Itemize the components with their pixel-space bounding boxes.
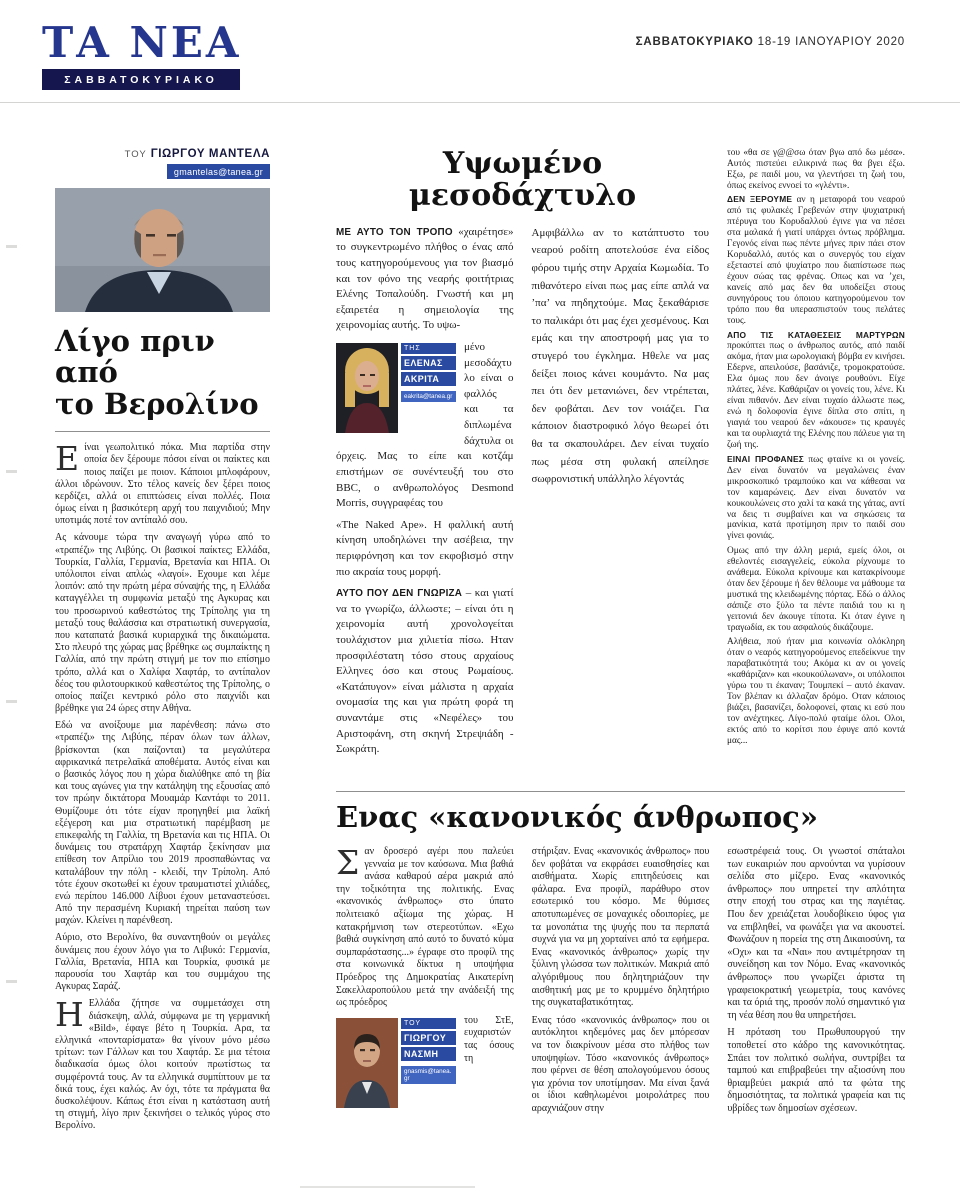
author-photo-mantelas [55,188,270,312]
paragraph [727,195,905,327]
paragraph-text: Αμφιβάλλω αν το κατάπτυστο του νεαρού ροδίτη αποτελούσε ένα είδος φόρου τιμής στην Αρχαία Κωμωδία. Το πιθανότερο είναι πως μας είπε απλά να ’πα’ να πηδηχτούμε. Μας ξεκαθάρισε το παλικάρι ότι μας έχει χεσμένους. Και εμάς και την αποστροφή μας για το στυγερό του έγκλημα. Ηθελε να μας δείξει ποιος κάνει κουμάντο. Να μας πει ότι δεν μετανιώνει, δεν ντρέπεται, δεν φοβάται. Δεν τον νοιάζει. Για κάποιον διαστροφικό λόγο θεωρεί ότι θα τα σκαπουλάρει. Δεν είναι τυχαίο πως μέσα στη φυλακή απείλησε σωφρονιστική υπάλληλο λέγοντάς [531,226,709,486]
dateline-edition: ΣΑΒΒΑΤΟΚΥΡΙΑΚΟ [635,36,754,48]
author-name [55,148,270,160]
title-line-2: το Βερολίνο [55,387,259,422]
paragraph-lead: ΜΕ ΑΥΤΟ ΤΟΝ ΤΡΟΠΟ [336,226,453,238]
paragraph-text: Η πρόταση του Πρωθυπουργού την τοποθετεί στο κάδρο της κανονικότητας. Σπάει τον πολιτικό σωλήνα, συντρίβει τα ταμπού και επιβραβεύει την αξιοσύνη που θριαμβεύει μακριά από τα φώτα της δημοσιότητας, τα πολιτικά γραφεία και τις υβρίδες των δημοσίων σχέσεων. [727,1027,905,1114]
author-photo-nasmis [336,1018,398,1108]
column-3 [727,846,905,1168]
article-berlin-body [55,439,270,1132]
paragraph [336,518,514,580]
paragraph-text: ίναι γεωπολιτικό πόκα. Μια παρτίδα στην οποία δεν ξέρουμε πόσοι είναι οι παίκτες και ποιος παίζει με ποιον. Κάποιοι μπλοφάρουν, άλλοι ιδρώνουν. Στο τέλος κανείς δεν ξέρει ποιος κερδίζει, αλλά οι επιπτώσεις είναι πολλές. Ποια όμως είναι η βασικότερη αρχή του παιχνιδιού; Μην υποτιμάς ποτέ τον αντίπαλό σου. [55,442,270,527]
author-photo-illustration [336,1018,398,1108]
author-email: eakrita@tanea.gr [401,391,456,402]
paragraph-text: του «θα σε γ@@σω όταν βγω από δω μέσα». Αυτός πιστεύει ειλικρινά πως θα βγει έξω. Εξω, ρε παιδί μου, να γλεντήσει τη ζωή του, όπως εκείνος εννοεί το «γλέντι». [727,148,905,191]
author-inset-akrita [336,343,456,433]
article-columns [336,846,905,1168]
title-rule [55,431,270,432]
article-normal-person [336,800,905,1168]
paragraph-text: «χαιρέτησε» το συγκεντρωμένο πλήθος ο ένας από τους κατηγορούμενους για τον βιασμό και τον φόνο της νεαρής φοιτήτριας Ελένης Τοπαλούδη. Γνωστή και μη εξαιρετέα η σημειολογία της χειρονομίας αυτής. Το υψω- [336,225,514,332]
paragraph-text: Ας κάνουμε τώρα την αναγωγή γύρω από το «τραπέζι» της Λιβύης. Οι βασικοί παίκτες; Ελλάδα, Τουρκία, Γαλλία, Γερμανία, Βρετανία και ΗΠΑ. Οι υπόλοιποι είναι απλώς «λαγοί». Εχουμε και λέμε λοιπόν: από την πρώτη μέρα σύναψής της, η Ελλάδα καταγγέλλει τη συμφωνία μεταξύ της Αγκυρας και του προσωρινού καθεστώτος της Τρίπολης για τη μεταξύ τους θαλάσσια και στρατιωτική συνεργασία, που καταπατά βασικά κυριαρχικά της δικαιώματα. Στο πλευρό της χώρας μας βρέθηκε ως συμπαίκτης η Γαλλία, από την πρώτη στιγμή με τον πιο επίσημο τρόπο, αλλά και ο Χαλίφα Χαφτάρ, το αντίπαλον δέος του φιλοτουρκικού καθεστώτος της Τρίπολης, ο οποίος παίζει κεντρικό ρόλο στο παιχνίδι και βρέθηκε για 24 ώρες στην Αθήνα. [55,532,270,715]
paragraph-text: του ΣτΕ, ευχαριστώντας όσους τη [464,1014,514,1064]
paragraph-text: εσωστρέφειά τους. Οι γνωστοί σπάταλοι των ευκαιριών που αρνούνται να γυρίσουν σελίδα στο μίζερο. Ενας «κανονικός άνθρωπος» που υπηρετεί την απλότητα στην εποχή του στρας και της παγιέτας. Που δεν χρειάζεται λουδοβίκειο ύφος για να επιβληθεί, να φωνάξει για να ακουστεί. Φωνάζουν η πορεία της στη Δικαιοσύνη, τα «Οχι» και τα «Ναι» που αντιμέτρησαν τη συνείδηση και τον Νόμο. Ενας «κανονικός άνθρωπος» που γνωρίζει άριστα τη γραφειοκρατική γεωμετρία, τους κανόνες και τα όριά της, προσόν πολύ σημαντικό για τη νέα θέση που θα υπηρετήσει. [727,846,905,1021]
paragraph [727,148,905,192]
paragraph-text: Αύριο, στο Βερολίνο, θα συναντηθούν οι μεγάλες δυνάμεις που έχουν λόγο για το Λιβυκό: Γερμανία, Γαλλία, Βρετανία, ΗΠΑ και Τουρκία, φυσικά με παρουσία του Χαφτάρ και του συμμάχου της Αγκυρας Σαράζ. [55,932,270,993]
paragraph-text: πως φταίνε κι οι γονείς. Δεν είναι δυνατόν να μεγαλώνεις έναν μικροσκοπικό τραμπούκο και να κάθεσαι να τον καμαρώνεις. Δεν είναι δυνατόν να κουκουλώνεις στο χαλί τα κακά της γάτας, αντί να δεις τι συμβαίνει και να σηκώσεις τα μανίκια, κατά προτίμηση πριν το παιδί σου γίνει φονιάς. [727,454,905,542]
paragraph [336,586,514,758]
paragraph-text: Ελλάδα ζήτησε να συμμετάσχει στη διάσκεψη, αλλά, σύμφωνα με τη γερμανική «Bild», έφαγε βέτο η Τουρκία. Αρα, τα ελληνικά «πονταρίσματα» θα γίνουν μόνο μέσω τρίτων: των Γάλλων και του Χαφτάρ. Σε μια τέτοια διαδικασία όμως όλοι κοιτούν πρωτίστως τα συμφέροντά τους. Αν τα ελληνικά συμπίπτουν με τα δικά τους, έχει καλώς. Αν όχι, τότε τα πράγματα θα δυσκολέψουν. Κάπως έτσι είναι η κατάσταση αυτή τη στιγμή, λίγο πριν ξεκινήσει ο τελικός γύρος στο Βερολίνο. [55,998,270,1132]
paragraph [55,532,270,715]
paragraph [55,720,270,927]
column-1 [336,846,514,1168]
column-2 [532,846,710,1168]
paragraph-text: Εδώ να ανοίξουμε μια παρένθεση: πάνω στο «τραπέζι» της Λιβύης, πέραν όλων των άλλων, βρίσκονται (και παίζονται) τα μεγαλύτερα αφρικανικά πετρελαϊκά αποθέματα. Αυτός είναι και ο βασικός λόγος που η χώρα διαλύθηκε από τη βία και τους αγώνες για την κατάληψη της εξουσίας από τον πρώην δικτάτορα Μουαμάρ Καντάφι το 2011. Θυμίζουμε ότι τότε είχαν προηγηθεί μια λαϊκή εξέγερση και μια στρατιωτική παρέμβαση με επικεφαλής τη Γαλλία, τη Βρετανία και τις ΗΠΑ. Οι δυνάμεις του στρατάρχη Χαφτάρ ξεκίνησαν μια επίθεση τον Απρίλιο του 2019 προσπαθώντας να καταλάβουν την πόλη - κλειδί, την Τρίπολη. Από τότε έχουν σκοτωθεί κι έχουν τραυματιστεί χιλιάδες, ενώ περίπου 146.000 Λίβυοι έχουν μεταναστεύσει. Από την περασμένη Κυριακή τηρείται παύση των μαχών. Κλείνει η παρένθεση. [55,720,270,927]
paragraph-text: – και γιατί να το γνωρίζω, άλλωστε; – είναι ότι η χειρονομία αυτή χρονολογείται τουλάχιστον μια χιλιετία πίσω. Ηταν προσφιλέστατη τόσο στους αρχαίους Ελληνες όσο και στους Ρωμαίους. «Κατάπυγον» είναι μάλιστα η αρχαία ονομασία της και για πρώτη φορά τη συναντάμε στις «Νεφέλες» του Αριστοφάνη, στη σκηνή Στρεψιάδη - Σωκράτη. [336,587,514,756]
drop-cap: Σ [336,846,360,882]
column-2 [532,225,710,777]
paragraph [532,846,710,1010]
page-content [55,148,905,1168]
paragraph [727,455,905,543]
byline-last-name: ΝΑΣΜΗ [401,1047,456,1061]
paragraph-text: αν δροσερό αγέρι που παλεύει γενναία με τον καύσωνα. Μια βαθιά ανάσα καθαρού αέρα μακριά από την τοξικότητα της πολιτικής. Ενας «κανονικός άνθρωπος» στο ύπατο πολιτειακό αξίωμα της χώρας. Η κατακρήμνιση των στερεοτύπων. «Εχω βαθιά συγκίνηση από αυτό το δυνατό κύμα συμπαράστασης...» έγραφε στο προφίλ της στα κοινωνικά δίκτυα η υποψήφια Πρόεδρος της Δημοκρατίας Αικατερίνη Σακελλαροπούλου μετά την ανάδειξή της ως πρόεδρος [336,846,514,1009]
article-middle-finger-left [336,148,709,779]
column-1 [336,225,514,777]
author-email: gnasmis@tanea.gr [401,1066,456,1084]
author-byline-nasmis [398,1018,456,1108]
column-3 [727,148,905,779]
article-middle-finger-title [336,148,709,213]
byline-first-name: ΕΛΕΝΑΣ [401,356,456,370]
author-photo-illustration [336,343,398,433]
article-normal-person-title: Ενας «κανονικός άνθρωπος» [336,800,818,834]
drop-cap: Ε [55,439,80,479]
fold-mark [300,1186,475,1188]
article-berlin [55,148,270,1168]
author-photo-illustration [55,188,270,312]
paragraph [532,1015,710,1116]
title-line-1: Λίγο πριν από [55,323,215,390]
author-email: gmantelas@tanea.gr [167,164,270,179]
fold-mark [6,700,17,703]
paragraph [727,1027,905,1115]
dateline-date: 18-19 ΙΑΝΟΥΑΡΙΟΥ 2020 [757,36,905,48]
fold-mark [6,245,17,248]
paragraph-text: Ομως από την άλλη μεριά, εμείς όλοι, οι εθελοντές εισαγγελείς, εύκολα ρίχνουμε το ανάθεμα. Εύκολα κρίνουμε και κατακρίνουμε όταν δεν ξέρουμε ή δεν θέλουμε να μάθουμε τα μυστικά της κλειδωμένης πόρτας. Εδώ ο άλλος σάπιζε στο ξύλο τα πέντε παιδιά του κι η γειτονιά δεν άκουγε τίποτα. Κι όταν έγινε η τραγωδία, εκ του ασφαλούς δικάζουμε. [727,545,905,633]
paragraph [55,439,270,527]
author-byline-akrita [398,343,456,433]
byline-prefix: ΤΟΥ [124,149,147,160]
tanea-logo [42,18,242,90]
paragraph [727,637,905,747]
fold-mark [6,470,17,473]
byline-name: ΓΙΩΡΓΟΥ ΜΑΝΤΕΛΑ [150,148,270,160]
paragraph-text: Αλήθεια, πού ήταν μια κοινωνία ολόκληρη όταν ο νεαρός κατηγορούμενος επεδείκνυε την παραβατικότητά του; Ακόμα κι αν οι γονείς «καθάριζαν» και «κουκούλωναν», οι υπόλοιποι γύρω του τι έκαναν; Τουμπεκί – αυτό έκαναν. Τον βλέπαν κι άλλαζαν δρόμο. Οταν κάποιος βιάζει, βασανίζει, δολοφονεί, φταις κι εσύ που τον ανέχτηκες. Λίγο-πολύ φταίμε όλοι. Ολοι, εκτός από το κορίτσι που έφυγε από κοντά μας... [727,637,905,746]
author-photo-akrita [336,343,398,433]
edition-banner: ΣΑΒΒΑΤΟΚΥΡΙΑΚΟ [42,69,240,90]
paragraph-text: στήριξαν. Ενας «κανονικός άνθρωπος» που δεν φοβάται να εκφράσει ευαισθησίες και αισθήματα. Χωρίς επιτηδεύσεις και φάλαρα. Ενα προφίλ, παράθυρο στον εσωτερικό του κόσμο. Με θύμισες αποτυπωμένες σε μοναχικές οδοιπορίες, με τα μονοπάτια της ψυχής που τα περπατά συχνά για να μη χορταίνει από τα εφήμερα. Ενας «κανονικός άνθρωπος» χωρίς την ξύλινη γλώσσα των πολιτικών. Μακριά από αλγόριθμους που δηλητηριάζουν την αισθητική μας με το κρυμμένο δηλητήριο της συγκαταβατικότητας. [531,846,710,1009]
dateline [636,36,905,48]
article-berlin-title [55,323,270,422]
title-line-2: μεσοδάχτυλο [408,178,637,214]
paragraph-text: Ενας τόσο «κανονικός άνθρωπος» που οι αυτόκλητοι κηδεμόνες μας δεν μπόρεσαν να τον διακρίνουν μέσα στο πλήθος των υποψηφίων. Τόσο «κανονικός άνθρωπος» που φέρνει σε θέση απολογούμενου όσους για χρόνια τον υποτίμησαν. Μα είναι ξανά οι ίδιοι καθηλωμένοι μοιρολάτρες που αραχνιάζουν στην [531,1014,710,1114]
article-middle-finger [336,148,905,779]
main-articles-area [336,148,905,1168]
paragraph-text: μένο μεσοδάχτυλο είναι ο φαλλός και τα διπλωμένα δάχτυλα οι όρχεις. Μας το είπε και κοτζάμ επιστήμων σε συνέντευξή του στο BBC, ο ανθρωπολόγος Desmond Morris, συγγραφέας του [336,341,514,510]
paragraph-text: «The Naked Ape». Η φαλλική αυτή κίνηση υποδηλώνει την ασέβεια, την περιφρόνηση και τον εκφοβισμό στην πιο ακραία τους μορφή. [336,518,514,578]
paragraph [532,225,710,489]
paragraph [55,995,270,1132]
header-rule [0,102,960,103]
paragraph-lead: ΔΕΝ ΞΕΡΟΥΜΕ [727,194,793,205]
title-line-1: Υψωμένο [442,148,603,181]
byline-prefix: ΤΗΣ [401,343,456,354]
logo-text: ΤΑ ΝΕΑ [42,18,242,67]
byline-prefix: ΤΟΥ [401,1018,456,1029]
paragraph-lead: ΑΠΟ ΤΙΣ ΚΑΤΑΘΕΣΕΙΣ ΜΑΡΤΥΡΩΝ [727,329,905,340]
article-divider [336,791,905,792]
article-columns [336,225,709,777]
fold-mark [6,980,17,983]
paragraph-lead: ΕΙΝΑΙ ΠΡΟΦΑΝΕΣ [727,453,804,464]
drop-cap: Η [55,995,84,1035]
paragraph [336,225,514,334]
author-byline-mantelas [55,148,270,180]
paragraph [727,331,905,452]
author-inset-nasmis [336,1018,456,1108]
paragraph [336,846,514,1010]
paragraph-text: αν η μεταφορά του νεαρού από τις φυλακές Γρεβενών στην ψυχιατρική πτέρυγα του Κορυδαλλού έγινε για να πέσει στα μαλακά ή γιατί υπάρχει όντως πρόβλημα. Γεγονός είναι πως πέντε μήνες πριν πάει στον Κορυδαλλό, αυτός και ο συνεργός του είχαν εξεταστεί από ψυχίατρο που διαπίστωσε πως έχουν σώας τας φρένας. Οπως και να ’χει, κανείς από μας δεν θα υποδείξει στους συνηγόρους του όποιου κατηγορούμενου τον τρόπο που θα υπερασπιστούν τους πελάτες τους. [727,195,905,327]
paragraph [55,932,270,993]
byline-first-name: ΓΙΩΡΓΟΥ [401,1031,456,1045]
paragraph-text: προκύπτει πως ο άνθρωπος αυτός, από παιδί ακόμα, ήταν μια ωρολογιακή βόμβα εν κινήσει. Εδερνε, απειλούσε, βασάνιζε, τρομοκρατούσε. Ελα όμως που δεν άνοιγε ρουθούνι. Είχε πλάτες, λένε. Καθάριζαν οι γονείς του, λένε. Κι είναι πιθανόν. Δεν είναι τυχαίο άλλωστε πως, ενώ η δολοφονία έγινε δίπλα στο σπίτι, η γιαγιά του νεαρού δεν «άκουσε» τις κραυγές και τα ουρλιαχτά της Ελένης που πάλευε για τη ζωή της. [727,341,905,451]
byline-last-name: ΑΚΡΙΤΑ [401,372,456,386]
paragraph [727,546,905,634]
paragraph [727,846,905,1022]
paragraph-lead: ΑΥΤΟ ΠΟΥ ΔΕΝ ΓΝΩΡΙΖΑ [336,588,463,600]
